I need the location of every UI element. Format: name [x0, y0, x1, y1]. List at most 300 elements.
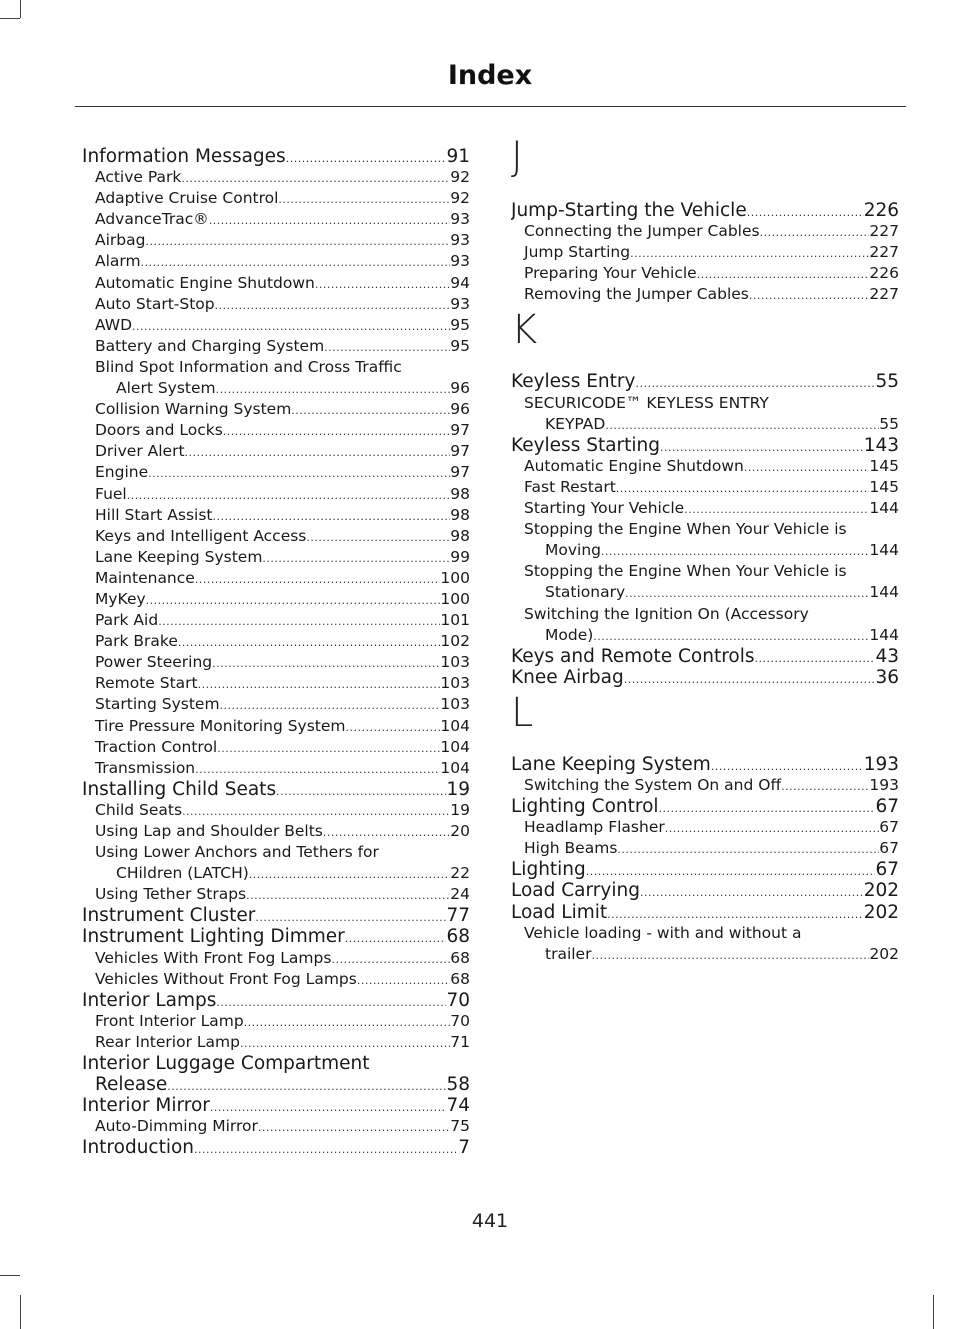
- entry-text: AdvanceTrac®: [95, 210, 209, 229]
- dot-leader: [262, 548, 450, 568]
- entry-page-number: 68: [450, 969, 470, 988]
- entry-page-number: 67: [879, 839, 899, 858]
- index-entry: [511, 498, 899, 519]
- entry-text: Automatic Engine Shutdown: [524, 456, 744, 475]
- entry-page-number: 100: [440, 568, 470, 587]
- dot-leader: [195, 759, 440, 779]
- entry-text: Engine: [95, 463, 149, 482]
- entry-page-number: 227: [869, 285, 899, 304]
- entry-text: Using Lap and Shoulder Belts: [95, 822, 323, 840]
- dot-leader: [624, 669, 876, 688]
- dot-leader: [195, 569, 441, 589]
- dot-leader: [132, 316, 450, 336]
- entry-page-number: 227: [869, 243, 899, 262]
- entry-text: Transmission: [95, 758, 196, 777]
- dot-leader: [216, 379, 451, 399]
- index-entry: [82, 146, 470, 167]
- index-entry: [82, 1116, 470, 1137]
- index-entry: [82, 990, 470, 1011]
- entry-text: Jump Starting: [524, 243, 631, 262]
- entry-page-number: 71: [450, 1032, 470, 1051]
- dot-leader: [323, 822, 450, 842]
- dot-leader: [185, 442, 451, 462]
- index-entry: [82, 251, 470, 272]
- entry-page-number: 43: [875, 645, 899, 667]
- index-entry: [511, 456, 899, 477]
- entry-text: Collision Warning System: [95, 400, 292, 419]
- dot-leader: [213, 506, 451, 526]
- entry-text: Alert System: [116, 379, 216, 398]
- index-entry: [82, 294, 470, 315]
- entry-page-number: 98: [450, 484, 470, 503]
- index-entry: [511, 477, 899, 498]
- entry-text: Connecting the Jumper Cables: [524, 222, 760, 241]
- dot-leader: [246, 885, 450, 905]
- dot-leader: [212, 653, 440, 673]
- index-column-left: [82, 146, 470, 1159]
- entry-page-number: 145: [869, 477, 899, 496]
- entry-page-number: 97: [450, 442, 470, 461]
- index-entry: [511, 242, 899, 263]
- entry-text: Keys and Remote Controls: [511, 645, 755, 667]
- entry-text: Release: [95, 1074, 168, 1096]
- crop-mark: [933, 1295, 934, 1329]
- entry-page-number: 19: [450, 800, 470, 819]
- dot-leader: [167, 1076, 446, 1095]
- index-entry: SECURICODE™ KEYLESS ENTRY: [524, 393, 769, 412]
- index-entry: [511, 796, 899, 817]
- dot-leader: [141, 252, 451, 272]
- entry-page-number: 92: [450, 189, 470, 208]
- entry-page-number: 101: [440, 611, 470, 630]
- dot-leader: [223, 421, 450, 441]
- index-entry: [82, 673, 470, 694]
- entry-page-number: 74: [446, 1095, 470, 1117]
- dot-leader: [209, 210, 450, 230]
- entry-text: Load Limit: [511, 901, 608, 923]
- index-column-right: [511, 132, 899, 965]
- entry-page-number: 144: [869, 625, 899, 644]
- dot-leader: [755, 648, 876, 667]
- index-entry: [82, 336, 470, 357]
- index-entry: [82, 863, 470, 884]
- entry-page-number: 93: [450, 294, 470, 313]
- entry-page-number: 144: [869, 499, 899, 518]
- entry-text: Automatic Engine Shutdown: [95, 273, 315, 292]
- entry-page-number: 226: [869, 264, 899, 283]
- dot-leader: [178, 632, 441, 652]
- dot-leader: [258, 1117, 450, 1137]
- index-entry: [82, 779, 470, 800]
- section-letter: J: [511, 134, 523, 180]
- dot-leader: [684, 499, 869, 519]
- entry-page-number: 227: [869, 222, 899, 241]
- index-entry: [511, 667, 899, 688]
- index-entry: [511, 775, 899, 796]
- entry-page-number: 55: [875, 371, 899, 393]
- dot-leader: [607, 904, 864, 923]
- entry-page-number: 99: [450, 547, 470, 566]
- entry-text: trailer: [545, 944, 592, 963]
- index-entry: [511, 625, 899, 646]
- entry-text: Keyless Starting: [511, 434, 661, 456]
- entry-text: AWD: [95, 315, 133, 334]
- entry-text: MyKey: [95, 589, 146, 608]
- dot-leader: [215, 295, 451, 315]
- section-letter: K: [511, 307, 538, 354]
- dot-leader: [220, 695, 441, 715]
- index-entry: [82, 167, 470, 188]
- index-entry: [82, 926, 470, 947]
- entry-page-number: 202: [863, 901, 899, 923]
- entry-page-number: 55: [879, 414, 899, 433]
- entry-page-number: 93: [450, 210, 470, 229]
- dot-leader: [711, 756, 864, 775]
- index-entry: [511, 880, 899, 901]
- dot-leader: [346, 717, 441, 737]
- index-entry: [82, 716, 470, 737]
- dot-leader: [630, 243, 869, 263]
- index-entry: [82, 420, 470, 441]
- dot-leader: [181, 168, 450, 188]
- index-entry: [82, 273, 470, 294]
- entry-page-number: 104: [440, 737, 470, 756]
- entry-text: Auto-Dimming Mirror: [95, 1117, 258, 1136]
- entry-page-number: 93: [450, 252, 470, 271]
- entry-text: Park Aid: [95, 611, 159, 630]
- dot-leader: [640, 882, 864, 901]
- dot-leader: [244, 1012, 451, 1032]
- dot-leader: [306, 527, 450, 547]
- index-entry: [82, 1074, 470, 1095]
- section-letter: L: [511, 689, 534, 736]
- index-entry: [82, 905, 470, 926]
- entry-page-number: 96: [450, 400, 470, 419]
- entry-text: Preparing Your Vehicle: [524, 264, 697, 283]
- index-entry: [82, 737, 470, 758]
- dot-leader: [605, 415, 879, 435]
- entry-page-number: 95: [450, 336, 470, 355]
- entry-text: Tire Pressure Monitoring System: [95, 716, 346, 735]
- dot-leader: [217, 738, 440, 758]
- entry-page-number: 98: [450, 505, 470, 524]
- index-entry: [82, 230, 470, 251]
- entry-text: Headlamp Flasher: [524, 818, 665, 837]
- crop-mark: [20, 0, 21, 18]
- entry-text: Installing Child Seats: [82, 778, 277, 800]
- section-spacer: [511, 738, 899, 754]
- entry-text: Jump-Starting the Vehicle: [511, 200, 747, 221]
- index-entry: [82, 526, 470, 547]
- index-entry: Switching the Ignition On (Accessory: [524, 604, 809, 623]
- index-entry: [82, 1032, 470, 1053]
- entry-page-number: 202: [863, 880, 899, 902]
- entry-text: Load Carrying: [511, 880, 640, 902]
- entry-text: Stationary: [545, 583, 626, 602]
- dot-leader: [697, 264, 870, 284]
- section-spacer: [511, 355, 899, 371]
- dot-leader: [194, 1139, 458, 1158]
- entry-page-number: 36: [875, 666, 899, 688]
- index-entry: [82, 462, 470, 483]
- index-entry: [511, 817, 899, 838]
- entry-page-number: 145: [869, 456, 899, 475]
- entry-text: Traction Control: [95, 737, 218, 756]
- entry-text: Interior Mirror: [82, 1095, 210, 1117]
- index-entry: [82, 694, 470, 715]
- entry-page-number: 143: [863, 434, 899, 456]
- dot-leader: [291, 400, 450, 420]
- dot-leader: [749, 285, 870, 305]
- entry-text: Instrument Lighting Dimmer: [82, 926, 345, 948]
- index-entry: [82, 758, 470, 779]
- entry-text: Keyless Entry: [511, 371, 636, 393]
- entry-page-number: 70: [450, 1011, 470, 1030]
- dot-leader: [357, 970, 450, 990]
- entry-text: Fast Restart: [524, 477, 616, 496]
- dot-leader: [760, 222, 870, 242]
- index-entry: [82, 969, 470, 990]
- entry-text: Airbag: [95, 231, 146, 250]
- entry-text: High Beams: [524, 839, 618, 858]
- index-entry: [511, 371, 899, 392]
- entry-page-number: 98: [450, 526, 470, 545]
- entry-text: Lane Keeping System: [511, 753, 711, 775]
- dot-leader: [625, 583, 869, 603]
- dot-leader: [616, 478, 870, 498]
- entry-text: Lighting: [511, 859, 586, 881]
- entry-page-number: 103: [440, 653, 470, 672]
- entry-page-number: 144: [869, 583, 899, 602]
- dot-leader: [744, 457, 870, 477]
- entry-page-number: 67: [875, 796, 899, 818]
- entry-text: Park Brake: [95, 632, 178, 651]
- entry-text: Information Messages: [82, 146, 286, 167]
- index-entry: [82, 547, 470, 568]
- entry-page-number: 77: [446, 905, 470, 927]
- index-entry: [82, 631, 470, 652]
- entry-text: Lighting Control: [511, 796, 659, 818]
- dot-leader: [127, 485, 451, 505]
- index-entry: Blind Spot Information and Cross Traffic: [95, 357, 402, 376]
- entry-text: Rear Interior Lamp: [95, 1032, 240, 1051]
- dot-leader: [148, 463, 450, 483]
- index-entry: [82, 589, 470, 610]
- entry-page-number: 102: [440, 632, 470, 651]
- crop-mark: [20, 1295, 21, 1329]
- entry-text: Using Tether Straps: [95, 885, 247, 904]
- entry-text: Hill Start Assist: [95, 505, 213, 524]
- entry-text: Interior Lamps: [82, 989, 217, 1011]
- entry-text: Removing the Jumper Cables: [524, 285, 749, 304]
- index-entry: [82, 1011, 470, 1032]
- entry-text: Keys and Intelligent Access: [95, 526, 307, 545]
- entry-text: Switching the System On and Off: [524, 775, 782, 794]
- entry-page-number: 19: [446, 778, 470, 800]
- dot-leader: [145, 231, 450, 251]
- entry-text: Vehicles With Front Fog Lamps: [95, 948, 332, 967]
- entry-page-number: 24: [450, 885, 470, 904]
- entry-text: Active Park: [95, 168, 182, 187]
- index-entry: [82, 441, 470, 462]
- entry-text: Alarm: [95, 252, 141, 271]
- entry-page-number: 144: [869, 541, 899, 560]
- dot-leader: [345, 928, 447, 947]
- entry-page-number: 103: [440, 674, 470, 693]
- entry-page-number: 202: [869, 944, 899, 963]
- entry-page-number: 193: [869, 775, 899, 794]
- section-spacer: [511, 182, 899, 200]
- entry-page-number: 193: [863, 753, 899, 775]
- entry-text: Battery and Charging System: [95, 336, 325, 355]
- entry-page-number: 91: [446, 146, 470, 167]
- index-entry: [511, 859, 899, 880]
- entry-text: Child Seats: [95, 800, 183, 819]
- dot-leader: [158, 611, 440, 631]
- dot-leader: [198, 674, 441, 694]
- index-entry: [511, 284, 899, 305]
- index-entry: [511, 200, 899, 221]
- entry-page-number: 95: [450, 315, 470, 334]
- entry-page-number: 97: [450, 421, 470, 440]
- dot-leader: [315, 274, 450, 294]
- crop-mark: [0, 1275, 20, 1276]
- entry-page-number: 104: [440, 758, 470, 777]
- dot-leader: [659, 798, 876, 817]
- entry-page-number: 103: [440, 695, 470, 714]
- index-entry: [82, 948, 470, 969]
- dot-leader: [249, 864, 450, 884]
- dot-leader: [240, 1033, 450, 1053]
- entry-text: Moving: [545, 541, 601, 560]
- entry-text: Mode): [545, 625, 594, 644]
- entry-text: Starting Your Vehicle: [524, 499, 685, 518]
- dot-leader: [286, 148, 447, 167]
- index-entry: [511, 838, 899, 859]
- dot-leader: [216, 992, 446, 1011]
- index-entry: Vehicle loading - with and without a: [524, 923, 802, 942]
- index-entry: [82, 399, 470, 420]
- entry-text: Driver Alert: [95, 442, 185, 461]
- entry-text: Vehicles Without Front Fog Lamps: [95, 969, 357, 988]
- dot-leader: [601, 541, 869, 561]
- index-entry: [82, 188, 470, 209]
- index-entry: [82, 378, 470, 399]
- entry-text: KEYPAD: [545, 414, 606, 433]
- index-entry: [82, 800, 470, 821]
- entry-page-number: 94: [450, 273, 470, 292]
- index-entry: [82, 1095, 470, 1116]
- dot-leader: [182, 801, 450, 821]
- entry-text: Remote Start: [95, 674, 198, 693]
- entry-text: Knee Airbag: [511, 666, 624, 688]
- entry-text: Instrument Cluster: [82, 905, 256, 927]
- entry-text: Maintenance: [95, 568, 195, 587]
- entry-page-number: 100: [440, 589, 470, 608]
- index-entry: [82, 315, 470, 336]
- index-entry: [82, 484, 470, 505]
- entry-page-number: 97: [450, 463, 470, 482]
- dot-leader: [146, 590, 441, 610]
- dot-leader: [591, 945, 869, 965]
- dot-leader: [255, 907, 446, 926]
- dot-leader: [210, 1097, 447, 1116]
- index-entry: Interior Luggage Compartment: [82, 1053, 370, 1075]
- index-entry: [511, 944, 899, 965]
- index-entry: [82, 209, 470, 230]
- entry-text: Lane Keeping System: [95, 547, 263, 566]
- dot-leader: [635, 373, 875, 392]
- dot-leader: [331, 949, 450, 969]
- entry-page-number: 67: [875, 859, 899, 881]
- dot-leader: [665, 818, 880, 838]
- dot-leader: [660, 437, 864, 456]
- entry-page-number: 104: [440, 716, 470, 735]
- dot-leader: [276, 781, 446, 800]
- index-entry: [82, 821, 470, 842]
- index-entry: [82, 610, 470, 631]
- index-entry: [82, 884, 470, 905]
- entry-page-number: 93: [450, 231, 470, 250]
- page-title: Index: [447, 60, 533, 91]
- index-entry: [82, 568, 470, 589]
- entry-page-number: 92: [450, 168, 470, 187]
- index-entry: [511, 435, 899, 456]
- index-entry: [511, 582, 899, 603]
- title-divider: [75, 106, 906, 107]
- index-entry: [82, 1137, 470, 1158]
- crop-mark: [0, 18, 20, 19]
- entry-page-number: 75: [450, 1117, 470, 1136]
- index-entry: [511, 540, 899, 561]
- entry-text: CHildren (LATCH): [116, 864, 249, 883]
- index-entry: [82, 652, 470, 673]
- entry-page-number: 68: [450, 948, 470, 967]
- index-entry: [511, 902, 899, 923]
- page-number: 441: [471, 1210, 509, 1232]
- entry-text: Starting System: [95, 695, 220, 714]
- dot-leader: [586, 861, 876, 880]
- index-entry: [511, 414, 899, 435]
- entry-text: Adaptive Cruise Control: [95, 189, 279, 208]
- entry-page-number: 70: [446, 989, 470, 1011]
- dot-leader: [617, 839, 879, 859]
- index-entry: [511, 221, 899, 242]
- entry-page-number: 226: [863, 200, 899, 221]
- entry-text: Front Interior Lamp: [95, 1011, 244, 1030]
- entry-text: Power Steering: [95, 653, 213, 672]
- index-entry: [511, 263, 899, 284]
- entry-page-number: 20: [450, 822, 470, 840]
- index-entry: [511, 646, 899, 667]
- entry-page-number: 68: [446, 926, 470, 948]
- index-entry: [82, 505, 470, 526]
- entry-text: Introduction: [82, 1137, 195, 1159]
- index-entry: Stopping the Engine When Your Vehicle is: [524, 562, 847, 581]
- entry-page-number: 58: [446, 1074, 470, 1096]
- dot-leader: [593, 626, 869, 646]
- dot-leader: [278, 189, 450, 209]
- dot-leader: [781, 776, 869, 796]
- index-entry: [511, 754, 899, 775]
- entry-text: Auto Start-Stop: [95, 294, 215, 313]
- entry-page-number: 22: [450, 864, 470, 883]
- index-entry: Stopping the Engine When Your Vehicle is: [524, 520, 847, 539]
- entry-text: Fuel: [95, 484, 127, 503]
- entry-page-number: 96: [450, 379, 470, 398]
- dot-leader: [324, 337, 450, 357]
- index-entry: Using Lower Anchors and Tethers for: [95, 843, 379, 862]
